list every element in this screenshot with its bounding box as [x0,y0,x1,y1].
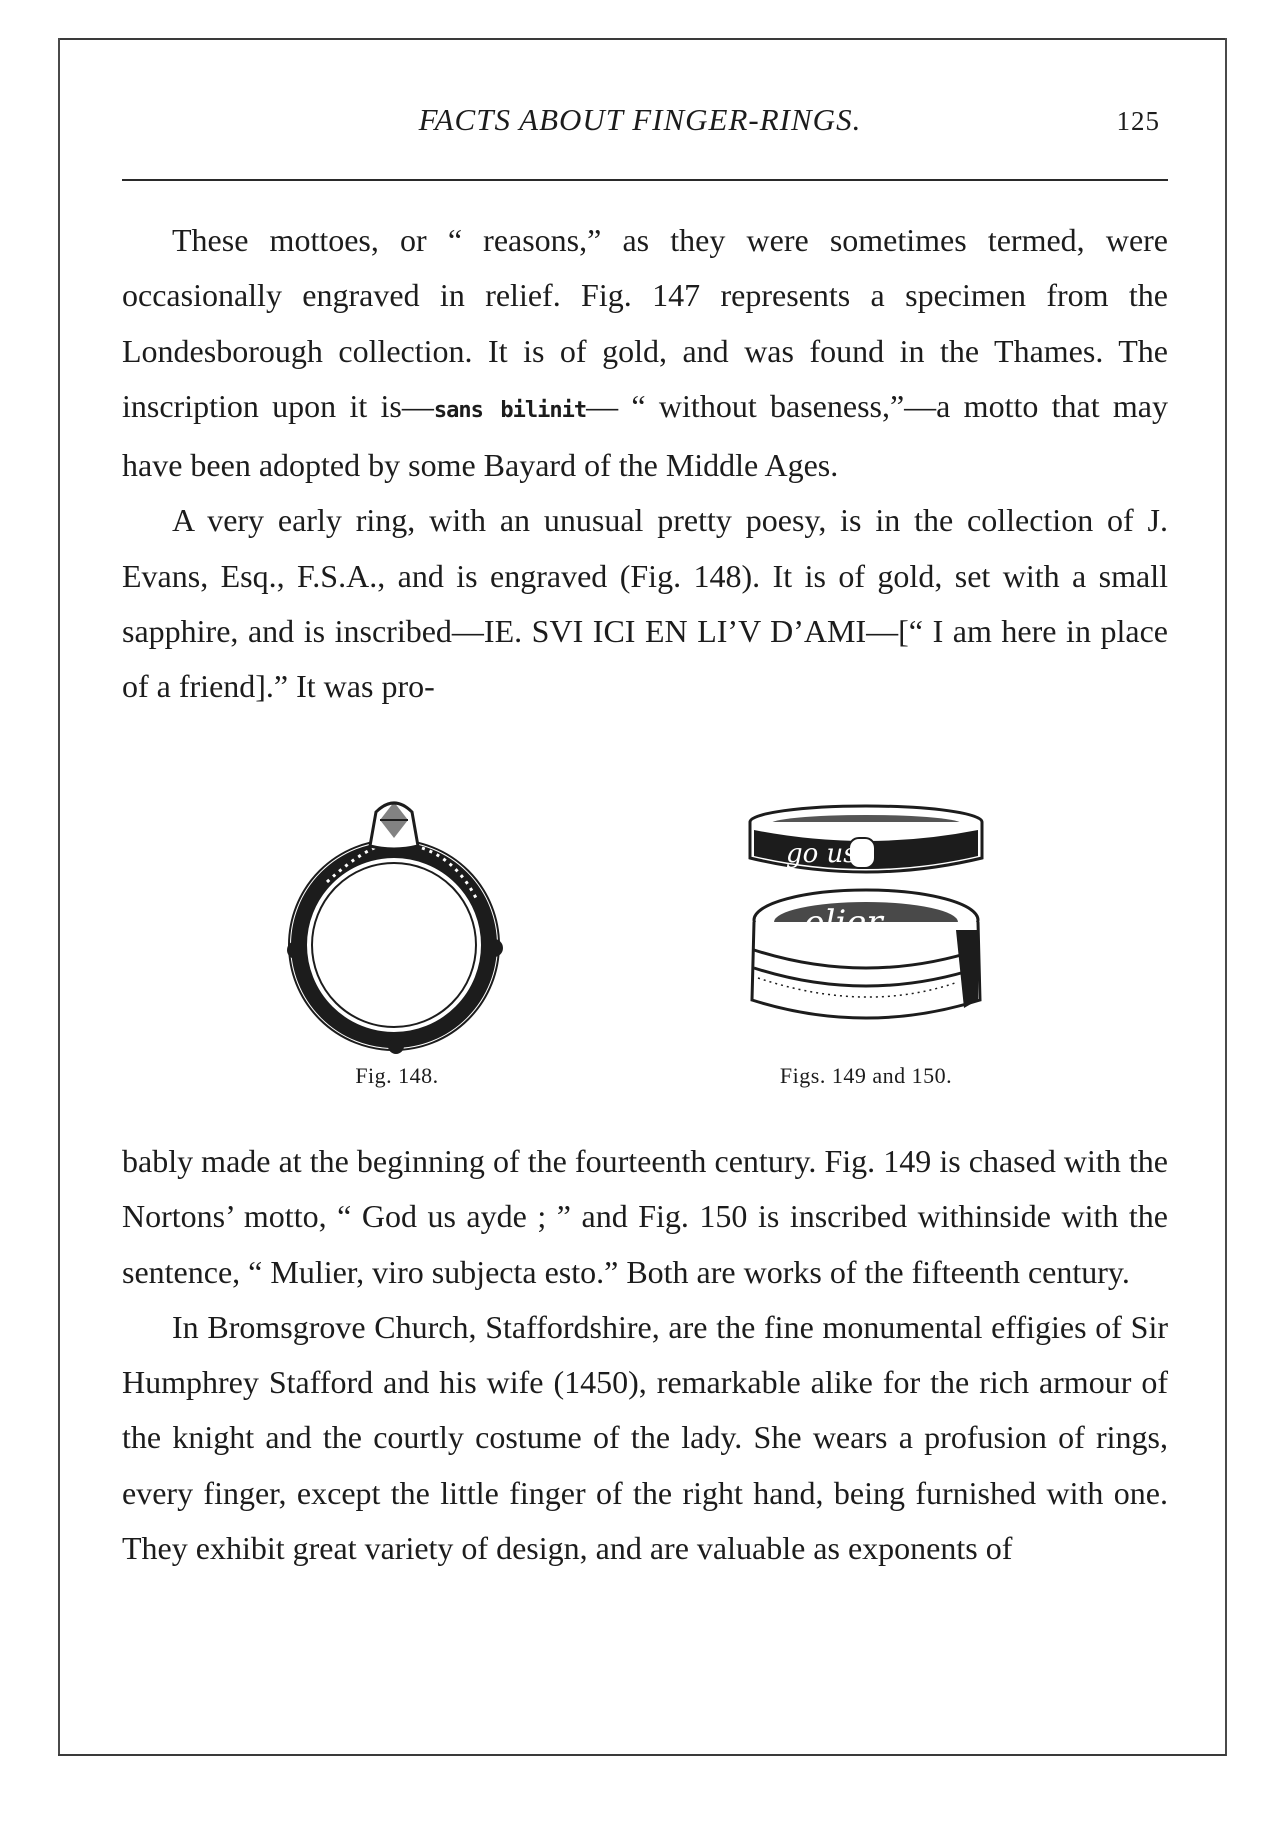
paragraph-continued: bably made at the beginning of the fourteenth century. Fig. 149 is chased with the Nortons’ motto, “ God us ayde ; ” and Fig. 150 is inscribed withinside with the sentence, “ Mulier, viro subjecta esto.” Both are works of the fifteenth century. [122,1143,1168,1290]
page-border-top [58,38,1226,40]
paragraph-text: These mottoes, or “ reasons,” as they were sometimes termed, were occasionally engraved in relief. Fig. 147 represents a specimen from the Londesborough collection. It is of gold, and was found in the Thames. The inscription upon it is— [122,222,1168,424]
figures-149-150-caption: Figs. 149 and 150. [779,1063,953,1088]
ring-149-motto-left: go us [786,839,857,869]
text-block-upper [122,213,1168,715]
blackletter-inscription: sans bilinit [433,397,587,423]
paragraph-bromsgrove: In Bromsgrove Church, Staffordshire, are the fine monumental effigies of Sir Humphrey Stafford and his wife (1450), remarkable alike for the rich armour of the knight and the courtly costume of the lady. She wears a profusion of rings, every finger, except the little finger of the right hand, being furnished with one. They exhibit great variety of design, and are valuable as exponents of [122,1308,1168,1567]
text-block-lower [122,1134,1168,1576]
sapphire-ring-illustration [272,790,522,1060]
page-border-left [58,38,60,1756]
paragraph-evans-ring: A very early ring, with an unusual pretty poesy, is in the collection of J. Evans, Esq., F.S.A., and is engraved (Fig. 148). It is of gold, set with a small sapphire, and is inscribed—IE. SVI ICI ЕN LI’V D’AMI—[“ I am here in place of a friend].” It was pro- [122,502,1168,705]
figure-148-ring [272,790,522,1100]
running-head [120,98,1160,142]
figure-149-150-rings [726,800,1006,1095]
paragraph-text: — “ without baseness,”—a motto that may have been adopted by some Bayard of the Middle Ages. [122,387,1169,484]
page-number: 125 [1116,106,1160,136]
inscribed-rings-illustration [726,800,1006,1060]
figure-148-caption: Fig. 148. [355,1063,439,1088]
page-border-right [1225,38,1227,1756]
page-border-bottom [58,1754,1226,1756]
paragraph-mottoes [122,213,1168,493]
header-rule [122,179,1168,181]
running-title: FACTS ABOUT FINGER-RINGS. [418,102,862,137]
